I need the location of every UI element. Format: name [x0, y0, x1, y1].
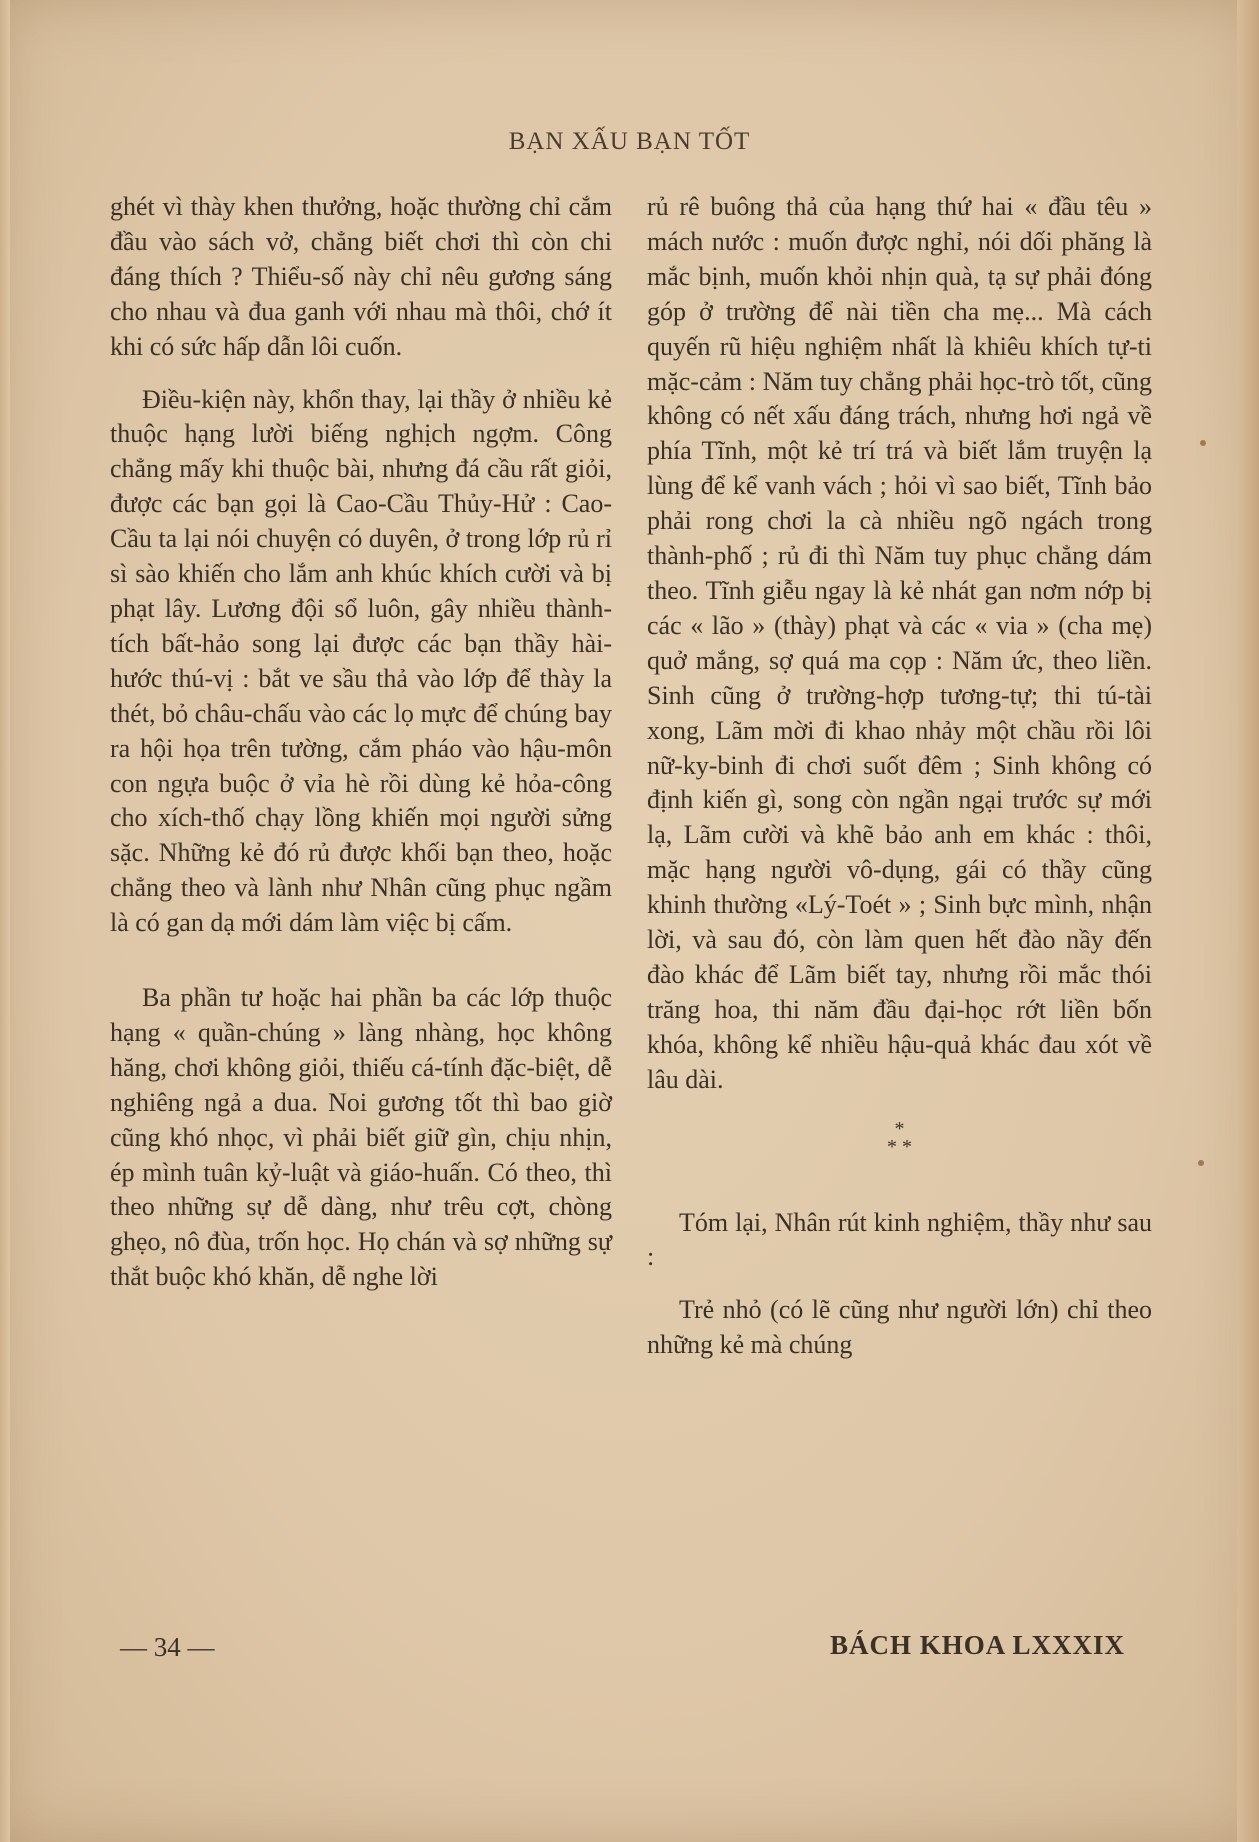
separator-stars-bottom: * * [887, 1135, 912, 1158]
left-column [110, 190, 612, 1295]
right-paragraph-1: rủ rê buông thả của hạng thứ hai « đầu têu » mách nước : muốn được nghỉ, nói dối phăng là mắc bịnh, muốn khỏi nhịn quà, tạ sự phải đóng góp ở trường để nài tiền cha mẹ... Mà cách quyến rũ hiệu nghiệm nhất là khiêu khích tự-ti mặc-cảm : Năm tuy chẳng phải học-trò tốt, cũng không có nết xấu đáng trách, nhưng hơi ngả về phía Tĩnh, một kẻ trí trá và biết lắm truyện lạ lùng để kể vanh vách ; hỏi vì sao biết, Tĩnh bảo phải rong chơi la cà nhiều ngõ ngách trong thành-phố ; rủ đi thì Năm tuy phục chẳng dám theo. Tĩnh giễu ngay là kẻ nhát gan nơm nớp bị các « lão » (thày) phạt và các « via » (cha mẹ) quở mắng, sợ quá ma cọp : Năm ức, theo liền. Sinh cũng ở trường-hợp tương-tự; thi tú-tài xong, Lãm mời đi khao nhảy một chầu rồi lôi nữ-ky-binh đi chơi suốt đêm ; Sinh không có định kiến gì, song còn ngần ngại trước sự mới lạ, Lãm cười và khẽ bảo anh em khác : thôi, mặc hạng người vô-dụng, gái có thầy cũng khinh thường «Lý-Toét » ; Sinh bực mình, nhận lời, và sau đó, còn làm quen hết đào nầy đến đào khác để Lãm biết tay, nhưng rồi mắc thói trăng hoa, thi năm đầu đại-học rớt liền bốn khóa, không kể nhiều hậu-quả khác đau xót về lâu dài. [647, 192, 1152, 1094]
right-paragraph-3: Trẻ nhỏ (có lẽ cũng như người lớn) chỉ theo những kẻ mà chúng [647, 1295, 1152, 1360]
right-column [647, 190, 1152, 1363]
page-right-edge [1237, 0, 1259, 1842]
left-paragraph-1: ghét vì thày khen thưởng, hoặc thường chỉ cắm đầu vào sách vở, chẳng biết chơi thì còn chi đáng thích ? Thiểu-số này chỉ nêu gương sáng cho nhau và đua ganh với nhau mà thôi, chớ ít khi có sức hấp dẫn lôi cuốn. [110, 192, 612, 361]
page-left-edge [0, 0, 10, 1842]
left-paragraph-3: Ba phần tư hoặc hai phần ba các lớp thuộc hạng « quần-chúng » làng nhàng, học không hăng, chơi không giỏi, thiếu cá-tính đặc-biệt, dễ nghiêng ngả a dua. Noi gương tốt thì bao giờ cũng khó nhọc, vì phải biết giữ gìn, chịu nhịn, ép mình tuân kỷ-luật và giáo-huấn. Có theo, thì theo những sự dễ dàng, như trêu cợt, chòng ghẹo, nô đùa, trốn học. Họ chán và sợ những sự thắt buộc khó khăn, dễ nghe lời [110, 983, 612, 1292]
journal-issue: BÁCH KHOA LXXXIX [830, 1630, 1126, 1660]
running-head: BẠN XẤU BẠN TỐT [508, 128, 751, 155]
separator-star-top: * [894, 1117, 905, 1140]
page-number: — 34 — [120, 1632, 215, 1662]
right-paragraph-2: Tóm lại, Nhân rút kinh nghiệm, thầy như sau : [647, 1207, 1152, 1272]
ink-speck [1198, 1160, 1204, 1166]
section-separator [647, 1117, 1152, 1158]
left-paragraph-2: Điều-kiện này, khổn thay, lại thầy ở nhiều kẻ thuộc hạng lười biếng nghịch ngợm. Công chẳng mấy khi thuộc bài, nhưng đá cầu rất giỏi, được các bạn gọi là Cao-Cầu Thủy-Hử : Cao-Cầu ta lại nói chuyện có duyên, ở trong lớp rủ rỉ sì sào khiến cho lắm anh khúc khích cười và bị phạt lây. Lương đội sổ luôn, gây nhiều thành-tích bất-hảo song lại được các bạn thầy hài-hước thú-vị : bắt ve sầu thả vào lớp để thày la thét, bỏ châu-chấu vào các lọ mực để chúng bay ra hội họa trên tường, cắm pháo vào hậu-môn con ngựa buộc ở vỉa hè rồi dùng kẻ hỏa-công cho xích-thố chạy lồng khiến mọi người sửng sặc. Những kẻ đó rủ được khối bạn theo, hoặc chẳng theo và lành như Nhân cũng phục ngầm là có gan dạ mới dám làm việc bị cấm. [110, 384, 612, 938]
ink-speck [1200, 440, 1206, 446]
